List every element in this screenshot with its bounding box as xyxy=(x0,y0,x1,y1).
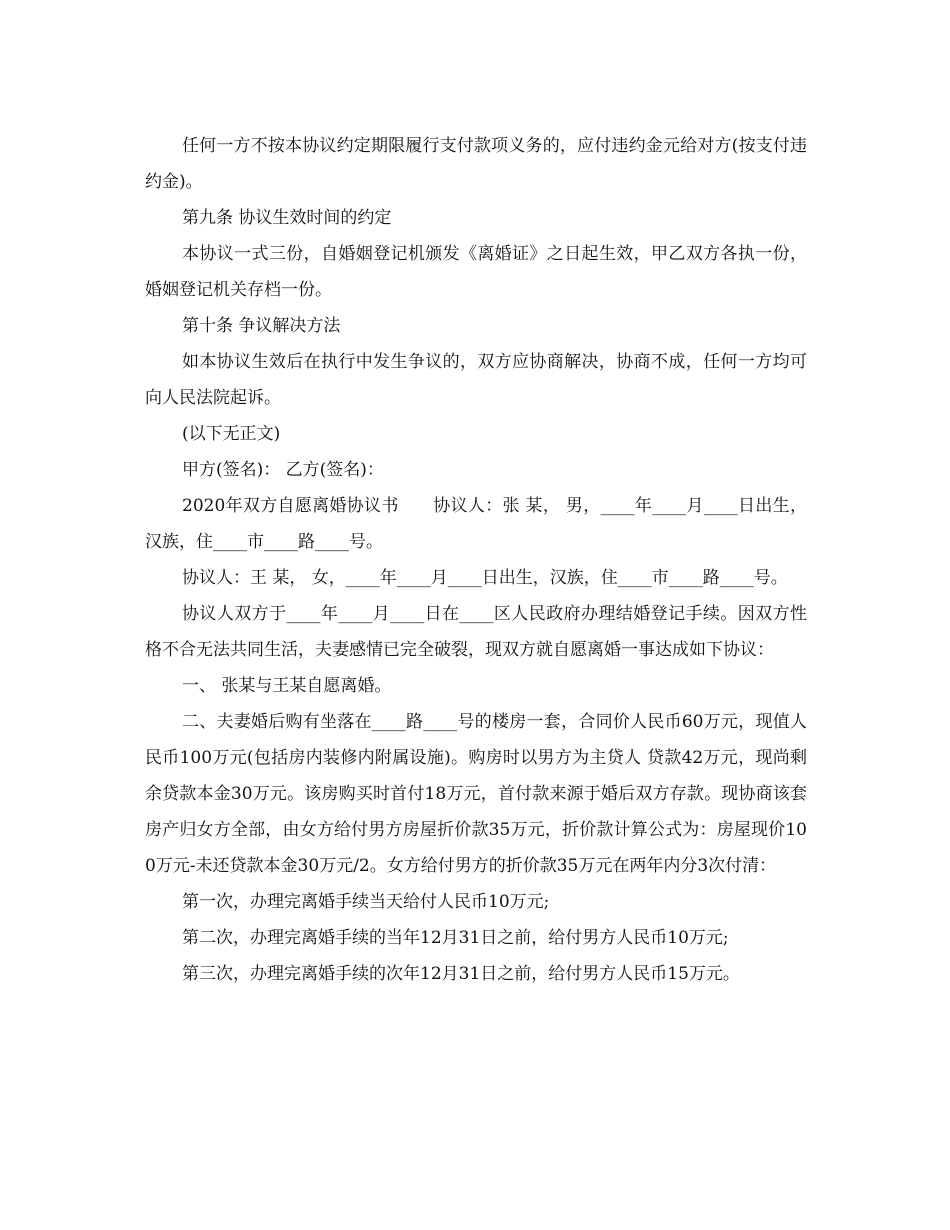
paragraph-party-b: 协议人：王 某， 女，____年____月____日出生，汉族，住____市____路____号。 xyxy=(182,568,788,588)
document-body xyxy=(145,128,807,992)
paragraph-preamble: 协议人双方于____年____月____日在____区人民政府办理结婚登记手续。因双方性格不合无法共同生活，夫妻感情已完全破裂，现双方就自愿离婚一事达成如下协议： xyxy=(145,604,807,660)
paragraph-clause-2-property: 二、夫妻婚后购有坐落在____路____号的楼房一套，合同价人民币60万元，现值人民币100万元(包括房内装修内附属设施)。购房时以男方为主贷人 贷款42万元，现尚剩余贷款本金30万元。该房购买时首付18万元，首付款来源于婚后双方存款。现协商该套房产归女方全部，由女方给付男方房屋折价款35万元，折价款计算公式为：房屋现价100万元-未还贷款本金30万元/2。女方给付男方的折价款35万元在两年内分3次付清： xyxy=(145,712,807,876)
paragraph-end-of-text: (以下无正文) xyxy=(182,424,281,444)
paragraph-payment-2: 第二次，办理完离婚手续的当年12月31日之前，给付男方人民币10万元; xyxy=(182,928,729,948)
paragraph-payment-1: 第一次，办理完离婚手续当天给付人民币10万元; xyxy=(182,892,550,912)
paragraph-clause-1: 一、 张某与王某自愿离婚。 xyxy=(182,676,392,696)
heading-article-9: 第九条 协议生效时间的约定 xyxy=(182,208,392,228)
paragraph-breach-penalty: 任何一方不按本协议约定期限履行支付款项义务的，应付违约金元给对方(按支付违约金)。 xyxy=(145,136,807,192)
paragraph-party-a: 2020年双方自愿离婚协议书 协议人：张 某， 男，____年____月____日出生，汉族，住____市____路____号。 xyxy=(145,496,807,552)
paragraph-dispute-resolution: 如本协议生效后在执行中发生争议的，双方应协商解决，协商不成，任何一方均可向人民法院起诉。 xyxy=(145,352,807,408)
heading-article-10: 第十条 争议解决方法 xyxy=(182,316,341,336)
paragraph-payment-3: 第三次，办理完离婚手续的次年12月31日之前，给付男方人民币15万元。 xyxy=(182,964,740,984)
paragraph-signatures: 甲方(签名)： 乙方(签名)： xyxy=(182,460,384,480)
paragraph-effective-date: 本协议一式三份，自婚姻登记机颁发《离婚证》之日起生效，甲乙双方各执一份，婚姻登记机关存档一份。 xyxy=(145,244,807,300)
